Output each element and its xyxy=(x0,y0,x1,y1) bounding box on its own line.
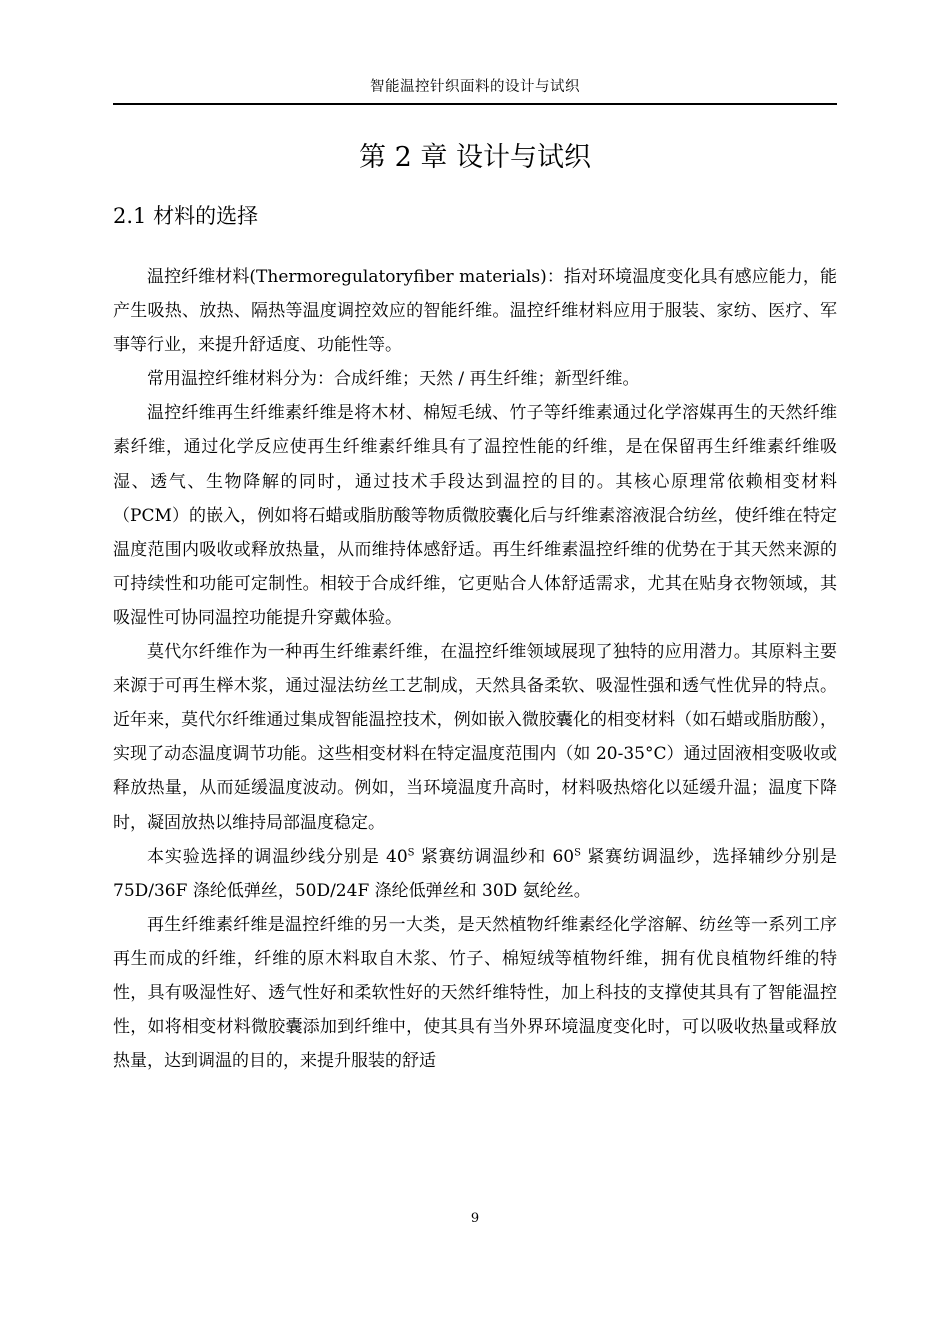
paragraph: 常用温控纤维材料分为：合成纤维；天然 / 再生纤维；新型纤维。 xyxy=(147,369,640,390)
yarn-count-superscript: S xyxy=(574,846,581,858)
running-header: 智能温控针织面料的设计与试织 xyxy=(370,79,580,95)
yarn-text-1: 本实验选择的调温纱线分别是 40 xyxy=(147,846,408,867)
paragraph: 温控纤维材料(Thermoregulatoryfiber materials)：指对环境温度变化具有感应能力，能产生吸热、放热、隔热等温度调控效应的智能纤维。温控纤维材料应用于服装、家纺、医疗、军事等行业，来提升舒适度、功能性等。 xyxy=(113,267,837,356)
yarn-text-2: 紧赛纺调温纱和 60 xyxy=(414,846,575,867)
yarn-paragraph xyxy=(113,840,837,908)
yarn-count-superscript: S xyxy=(407,846,415,858)
yarn-text-3: 紧赛纺调温纱，选择辅纱分别是 75D/36F 涤纶低弹丝，50D/24F 涤纶低弹丝和 30D 氨纶丝。 xyxy=(113,846,837,901)
body-text xyxy=(113,260,837,1078)
header-rule xyxy=(113,103,837,105)
page-number: 9 xyxy=(470,1211,480,1226)
chapter-title: 第 2 章 设计与试织 xyxy=(359,142,591,173)
paragraph: 温控纤维再生纤维素纤维是将木材、棉短毛绒、竹子等纤维素通过化学溶媒再生的天然纤维素纤维，通过化学反应使再生纤维素纤维具有了温控性能的纤维，是在保留再生纤维素纤维吸湿、透气、生物降解的同时，通过技术手段达到温控的目的。其核心原理常依赖相变材料（PCM）的嵌入，例如将石蜡或脂肪酸等物质微胶囊化后与纤维素溶液混合纺丝，使纤维在特定温度范围内吸收或释放热量，从而维持体感舒适。再生纤维素温控纤维的优势在于其天然来源的可持续性和功能可定制性。相较于合成纤维，它更贴合人体舒适需求，尤其在贴身衣物领域，其吸湿性可协同温控功能提升穿戴体验。 xyxy=(113,403,837,628)
paragraph: 莫代尔纤维作为一种再生纤维素纤维，在温控纤维领域展现了独特的应用潜力。其原料主要来源于可再生榉木浆，通过湿法纺丝工艺制成，天然具备柔软、吸湿性强和透气性优异的特点。近年来，莫代尔纤维通过集成智能温控技术，例如嵌入微胶囊化的相变材料（如石蜡或脂肪酸），实现了动态温度调节功能。这些相变材料在特定温度范围内（如 20-35°C）通过固液相变吸收或释放热量，从而延缓温度波动。例如，当环境温度升高时，材料吸热熔化以延缓升温；温度下降时，凝固放热以维持局部温度稳定。 xyxy=(113,642,837,833)
section-title: 2.1 材料的选择 xyxy=(113,204,259,228)
paragraph: 再生纤维素纤维是温控纤维的另一大类，是天然植物纤维素经化学溶解、纺丝等一系列工序再生而成的纤维，纤维的原木料取自木浆、竹子、棉短绒等植物纤维，拥有优良植物纤维的特性，具有吸湿性好、透气性好和柔软性好的天然纤维特性，加上科技的支撑使其具有了智能温控性，如将相变材料微胶囊添加到纤维中，使其具有当外界环境温度变化时，可以吸收热量或释放热量，达到调温的目的，来提升服装的舒适 xyxy=(113,914,837,1072)
